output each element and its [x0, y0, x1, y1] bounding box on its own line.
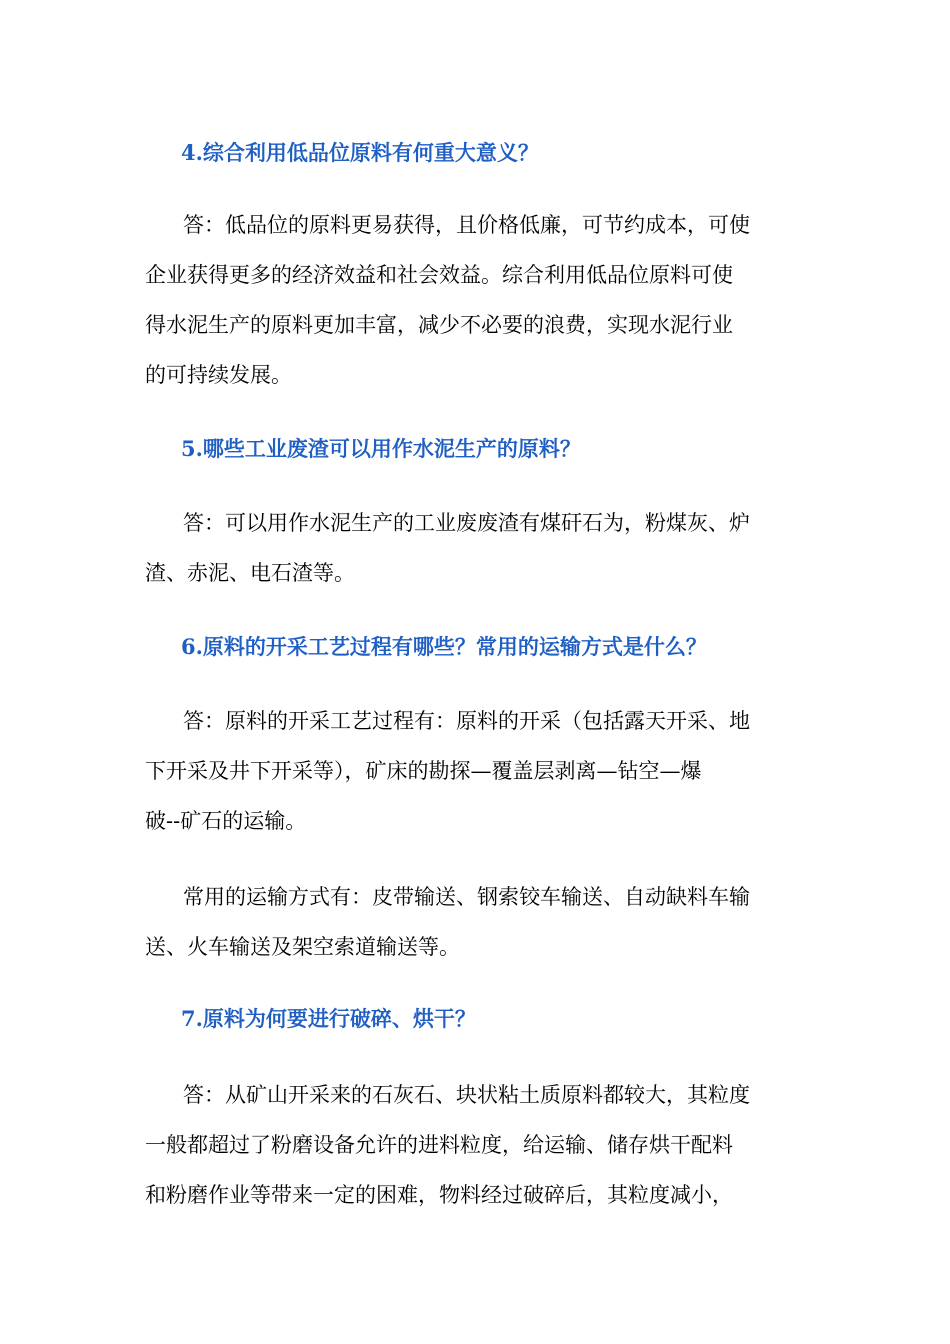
answer-line: 答：低品位的原料更易获得，且价格低廉，可节约成本，可使 [183, 213, 750, 237]
answer-5 [145, 498, 810, 598]
question-6-heading [145, 632, 810, 662]
question-text: 4.综合利用低品位原料有何重大意义？ [181, 140, 539, 165]
answer-line: 答：从矿山开采来的石灰石、块状粘土质原料都较大，其粒度 [183, 1083, 750, 1107]
question-4-heading [145, 138, 810, 168]
answer-line: 常用的运输方式有：皮带输送、钢索铰车输送、自动缺料车输 [183, 885, 750, 909]
question-text: 7.原料为何要进行破碎、烘干？ [181, 1006, 476, 1031]
question-5-heading [145, 434, 810, 464]
answer-line: 的可持续发展。 [145, 363, 292, 387]
answer-line: 企业获得更多的经济效益和社会效益。综合利用低品位原料可使 [145, 263, 733, 287]
question-7-heading [145, 1004, 810, 1034]
answer-line: 渣、赤泥、电石渣等。 [145, 561, 355, 585]
answer-line: 一般都超过了粉磨设备允许的进料粒度，给运输、储存烘干配料 [145, 1133, 733, 1157]
answer-line: 下开采及井下开采等），矿床的勘探—覆盖层剥离—钻空—爆 [145, 759, 702, 783]
answer-line: 答：原料的开采工艺过程有：原料的开采（包括露天开采、地 [183, 709, 750, 733]
answer-line: 得水泥生产的原料更加丰富，减少不必要的浪费，实现水泥行业 [145, 313, 733, 337]
answer-line: 答：可以用作水泥生产的工业废废渣有煤矸石为，粉煤灰、炉 [183, 511, 750, 535]
answer-4 [145, 200, 810, 400]
answer-line: 破--矿石的运输。 [145, 809, 307, 833]
answer-7 [145, 1070, 810, 1220]
answer-6-continued [145, 872, 810, 972]
question-text: 6.原料的开采工艺过程有哪些？常用的运输方式是什么？ [181, 634, 707, 659]
question-text: 5.哪些工业废渣可以用作水泥生产的原料？ [181, 436, 581, 461]
answer-line: 送、火车输送及架空索道输送等。 [145, 935, 460, 959]
answer-line: 和粉磨作业等带来一定的困难，物料经过破碎后，其粒度减小， [145, 1183, 733, 1207]
answer-6 [145, 696, 810, 846]
